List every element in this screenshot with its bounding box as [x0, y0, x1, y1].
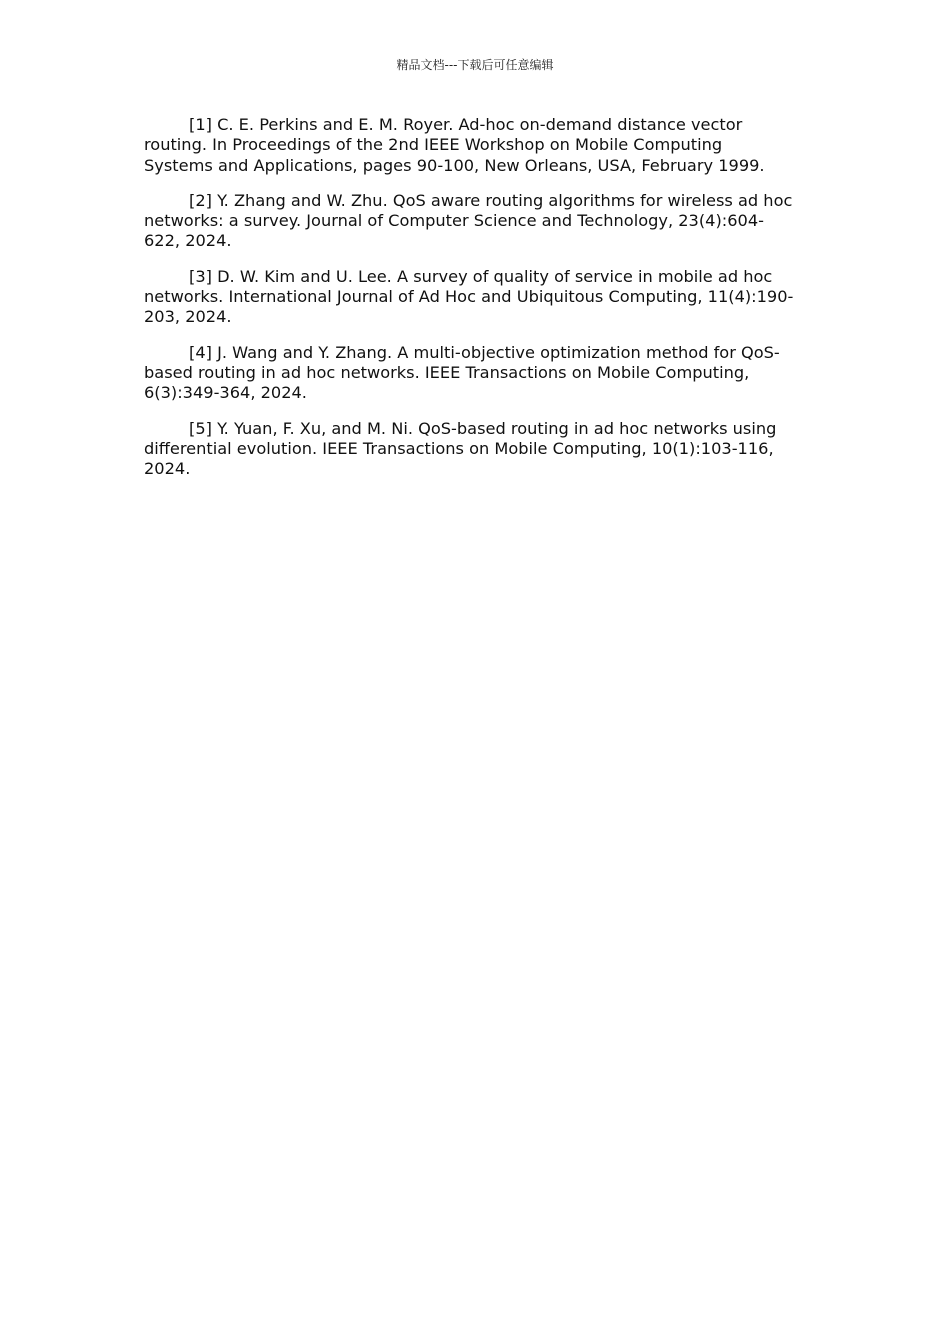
page-header: 精品文档---下载后可任意编辑: [396, 58, 554, 72]
reference-item-1: [1] C. E. Perkins and E. M. Royer. Ad-hoc on-demand distance vector routing. In Proceedings of the 2nd IEEE Workshop on Mobile Computing Systems and Applications, pages 90-100, New Orleans, USA, February 1999.: [144, 115, 765, 175]
reference-item-5: [5] Y. Yuan, F. Xu, and M. Ni. QoS-based routing in ad hoc networks using differential evolution. IEEE Transactions on Mobile Computing, 10(1):103-116, 2024.: [144, 418, 777, 479]
reference-item-2: [2] Y. Zhang and W. Zhu. QoS aware routing algorithms for wireless ad hoc networks: a survey. Journal of Computer Science and Technology, 23(4):604-622, 2024.: [144, 190, 793, 251]
reference-item-4: [4] J. Wang and Y. Zhang. A multi-objective optimization method for QoS-based routing in ad hoc networks. IEEE Transactions on Mobile Computing, 6(3):349-364, 2024.: [144, 342, 780, 403]
reference-list: [144, 115, 796, 494]
reference-item-3: [3] D. W. Kim and U. Lee. A survey of quality of service in mobile ad hoc networks. International Journal of Ad Hoc and Ubiquitous Computing, 11(4):190-203, 2024.: [144, 266, 794, 327]
